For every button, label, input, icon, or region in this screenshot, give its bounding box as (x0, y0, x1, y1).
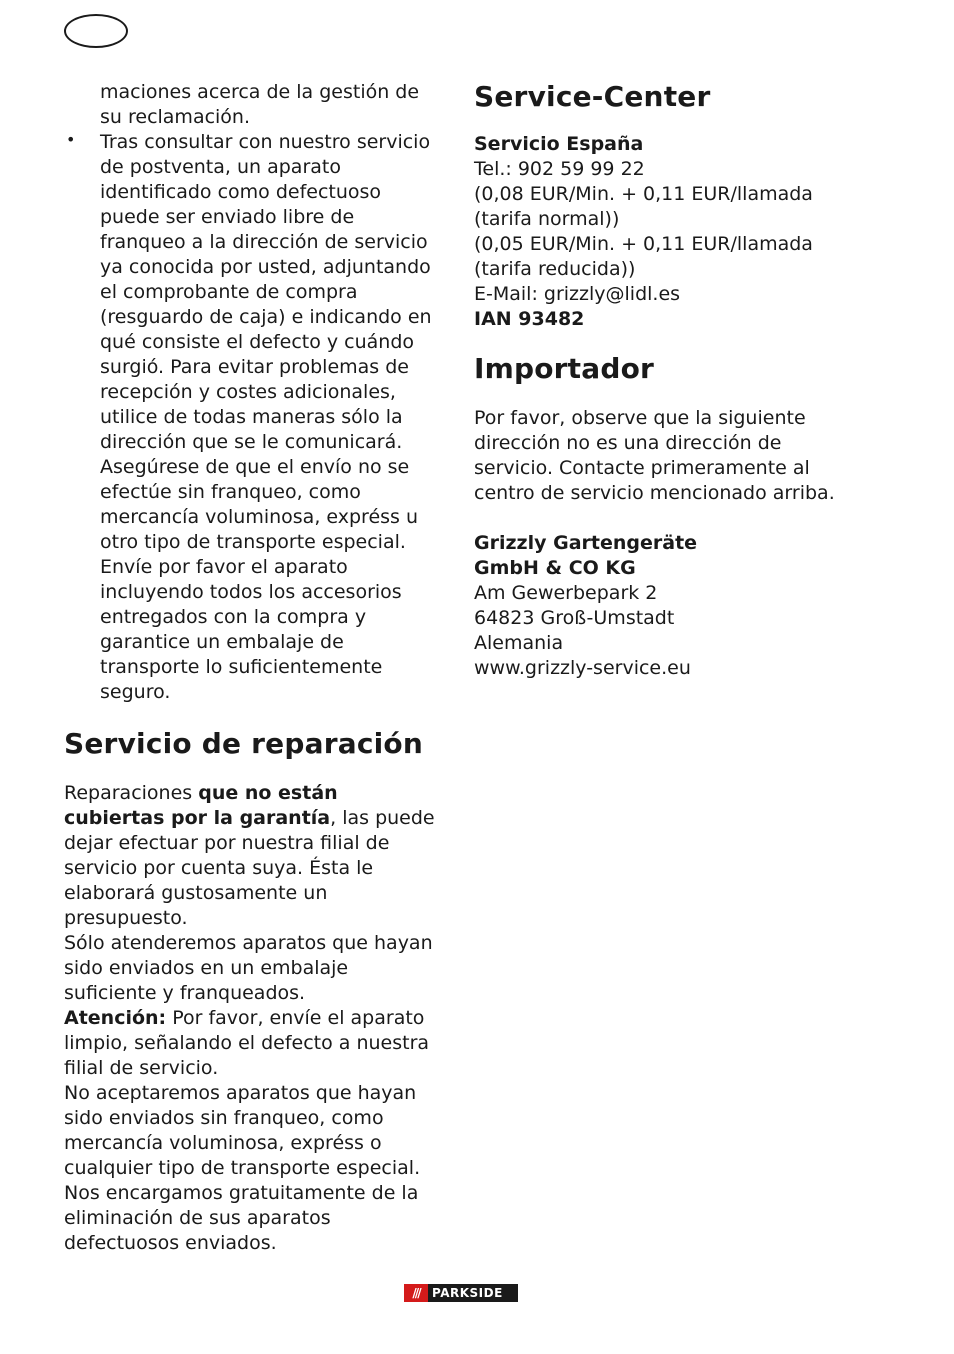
repair-heading: Servicio de reparación (64, 727, 423, 760)
company-name-1: Grizzly Gartengeräte (474, 532, 698, 554)
company-address-1: Am Gewerbepark 2 (474, 582, 658, 604)
bullet-text: Tras consultar con nuestro servicio de postventa, un aparato identificado como defectuoso puede ser enviado libre de franqueo a la dirección de servicio ya conocida por usted, adjuntando el comprobante de compra (resguardo de caja) e indicando en qué consiste el defecto y cuándo surgió. Para evitar problemas de recepción y costes adicionales, utilice de todas maneras sólo la dirección que se le comunicará. Asegúrese de que el envío no se efectúe sin franqueo, como mercancía voluminosa, expréss u otro tipo de transporte especial. Envíe por favor el aparato incluyendo todos los accesorios entregados con la compra y garantice un embalaje de transporte lo suficientemente seguro. (100, 131, 432, 703)
company-website: www.grizzly-service.eu (474, 657, 691, 679)
importer-heading: Importador (474, 352, 655, 385)
service-country: Servicio España (474, 133, 644, 155)
company-country: Alemania (474, 632, 564, 654)
continuation-text: maciones acerca de la gestión de su reclamación. (100, 81, 420, 128)
parkside-logo (404, 1284, 518, 1302)
repair-paragraph-2: Sólo atenderemos aparatos que hayan sido enviados en un embalaje suficiente y franqueados. (64, 932, 433, 1004)
right-column (474, 80, 864, 681)
repair-paragraph-3: Atención: Por favor, envíe el aparato limpio, señalando el defecto a nuestra filial de servicio. (64, 1007, 430, 1079)
service-ian: IAN 93482 (474, 308, 585, 330)
logo-stripes-icon: /// (404, 1284, 428, 1302)
service-email: E-Mail: grizzly@lidl.es (474, 283, 681, 305)
list-item (64, 130, 444, 705)
repair-emphasis: que no están cubiertas por la garantía (64, 782, 338, 829)
attention-label: Atención: (64, 1007, 167, 1029)
bullet-icon: • (66, 130, 76, 149)
service-rate-reduced: (0,05 EUR/Min. + 0,11 EUR/llamada (tarifa reducida)) (474, 233, 813, 280)
repair-paragraph-1: Reparaciones que no están cubiertas por la garantía, las puede dejar efectuar por nuestra filial de servicio por cuenta suya. Ésta le elaborará gustosamente un presupuesto. (64, 782, 435, 929)
language-badge (64, 14, 128, 48)
logo-brand-text: PARKSIDE (432, 1286, 503, 1300)
company-address-2: 64823 Groß-Umstadt (474, 607, 675, 629)
service-tel: Tel.: 902 59 99 22 (474, 158, 645, 180)
company-name-2: GmbH & CO KG (474, 557, 636, 579)
repair-paragraph-4: No aceptaremos aparatos que hayan sido enviados sin franqueo, como mercancía voluminosa, expréss o cualquier tipo de transporte especial. (64, 1082, 421, 1179)
repair-paragraph-5: Nos encargamos gratuitamente de la eliminación de sus aparatos defectuosos enviados. (64, 1182, 419, 1254)
service-heading: Service-Center (474, 80, 711, 113)
importer-note: Por favor, observe que la siguiente dirección no es una dirección de servicio. Contacte primeramente al centro de servicio mencionado arriba. (474, 407, 835, 504)
left-column (64, 80, 444, 1256)
service-rate-normal: (0,08 EUR/Min. + 0,11 EUR/llamada (tarifa normal)) (474, 183, 813, 230)
